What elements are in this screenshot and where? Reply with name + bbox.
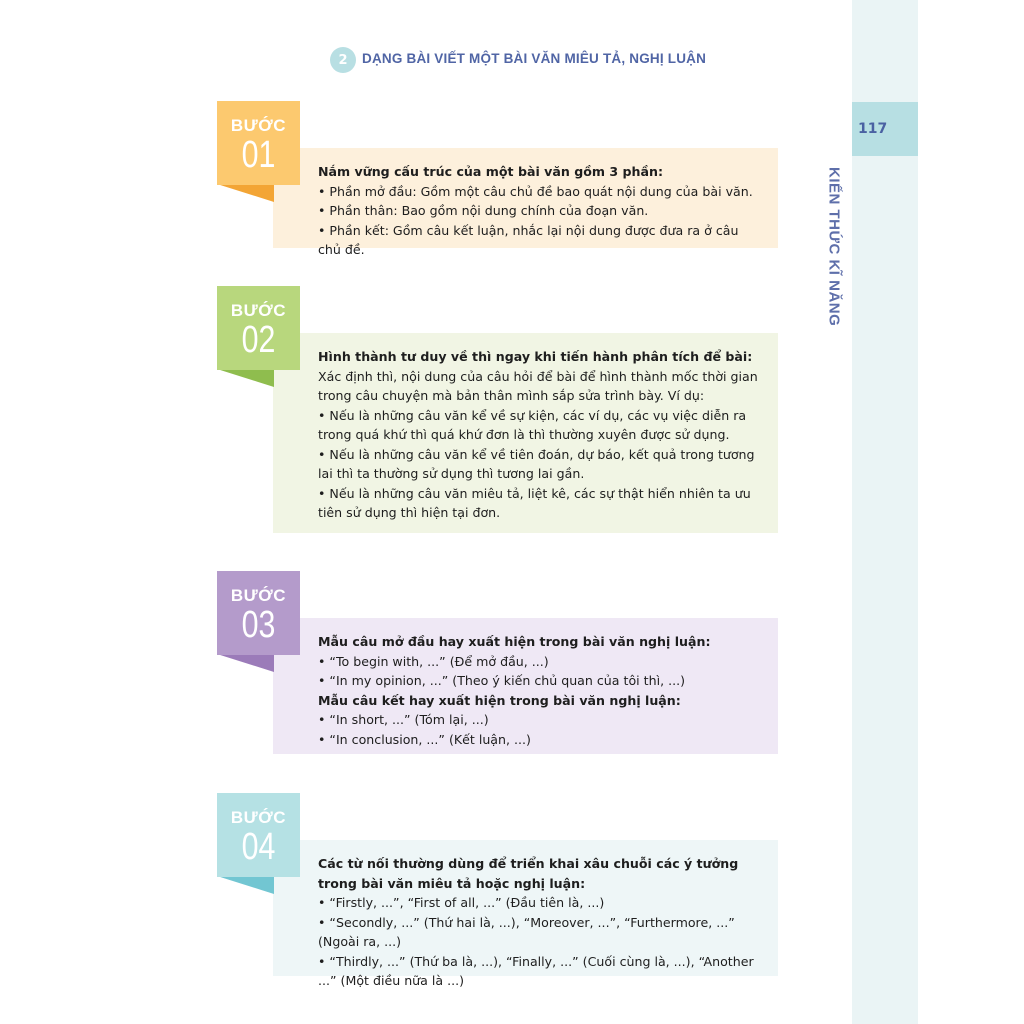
step-3-ribbon-fold — [217, 654, 274, 672]
step-2-badge — [217, 286, 300, 370]
step-4-line: • “Secondly, ...” (Thứ hai là, ...), “Moreover, ...”, “Furthermore, ...” (Ngoài ra, ...) — [318, 914, 735, 949]
step-2-heading: Hình thành tư duy về thì ngay khi tiến hành phân tích để bài: — [318, 349, 753, 364]
step-3-label: BƯỚC — [230, 586, 287, 605]
step-3-badge — [217, 571, 300, 655]
step-4-line: • “Firstly, ...”, “First of all, ...” (Đầu tiên là, ...) — [318, 895, 605, 910]
step-1-line: • Phần thân: Bao gồm nội dung chính của đoạn văn. — [318, 203, 649, 218]
step-3-line: • “In conclusion, ...” (Kết luận, ...) — [318, 731, 531, 747]
step-3-line: • “To begin with, ...” (Để mở đầu, ...) — [318, 653, 549, 669]
step-1-box — [273, 148, 778, 257]
step-4-label: BƯỚC — [230, 808, 287, 827]
step-1-heading: Nắm vững cấu trúc của một bài văn gồm 3 phần: — [318, 164, 664, 179]
section-number-badge: 2 — [330, 47, 356, 73]
step-2-label: BƯỚC — [230, 301, 287, 320]
step-2-ribbon-fold — [217, 369, 274, 387]
chapter-vertical-title: KIẾN THỨC KĨ NĂNG — [825, 167, 843, 327]
step-2-line: • Nếu là những câu văn kể về tiên đoán, dự báo, kết quả trong tương lai thì ta thường sử dụng thì tương lai gần. — [318, 446, 755, 481]
step-1-number: 01 — [241, 134, 276, 176]
step-3-line: • “In short, ...” (Tóm lại, ...) — [318, 712, 489, 727]
step-1-label: BƯỚC — [230, 116, 287, 135]
step-4-badge — [217, 793, 300, 877]
step-2-line: Xác định thì, nội dung của câu hỏi để bài để hình thành mốc thời gian trong câu chuyện mà bản thân mình sắp sửa trình bày. Ví dụ: — [318, 368, 758, 403]
step-4-box — [273, 840, 778, 988]
step-1-line: • Phần kết: Gồm câu kết luận, nhắc lại nội dung được đưa ra ở câu chủ đề. — [318, 222, 739, 257]
step-2-box — [273, 333, 778, 533]
step-3-heading: Mẫu câu mở đầu hay xuất hiện trong bài văn nghị luận: — [318, 634, 711, 649]
step-4-ribbon-fold — [217, 876, 274, 894]
step-1-badge — [217, 101, 300, 185]
step-1-ribbon-fold — [217, 184, 274, 202]
section-title: DẠNG BÀI VIẾT MỘT BÀI VĂN MIÊU TẢ, NGHỊ LUẬN — [362, 51, 707, 66]
step-4-number: 04 — [241, 826, 276, 868]
step-2-number: 02 — [241, 319, 276, 361]
step-3-heading-2: Mẫu câu kết hay xuất hiện trong bài văn nghị luận: — [318, 692, 681, 708]
step-4-heading: Các từ nối thường dùng để triển khai xâu chuỗi các ý tưởng trong bài văn miêu tả hoặc nghị luận: — [318, 856, 739, 891]
page-number: 117 — [858, 121, 888, 137]
step-3-line: • “In my opinion, ...” (Theo ý kiến chủ quan của tôi thì, ...) — [318, 673, 686, 688]
step-2-line: • Nếu là những câu văn kể về sự kiện, các ví dụ, các vụ việc diễn ra trong quá khứ thì quá khứ đơn là thì thường xuyên được sử dụng. — [318, 407, 747, 442]
step-3-box — [273, 618, 778, 754]
step-2-line: • Nếu là những câu văn miêu tả, liệt kê, các sự thật hiển nhiên ta ưu tiên sử dụng thì hiện tại đơn. — [318, 485, 751, 520]
step-4-line: • “Thirdly, ...” (Thứ ba là, ...), “Finally, ...” (Cuối cùng là, ...), “Another ...” (Một điều nữa là ...) — [318, 953, 754, 988]
step-1-line: • Phần mở đầu: Gồm một câu chủ đề bao quát nội dung của bài văn. — [318, 183, 753, 199]
step-3-number: 03 — [241, 604, 276, 646]
